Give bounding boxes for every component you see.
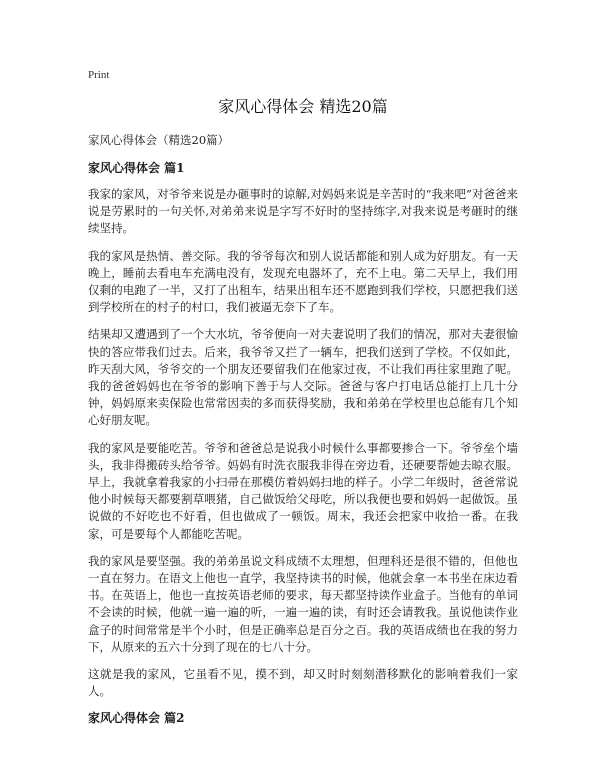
print-label: Print <box>88 69 110 81</box>
paragraph: 这就是我的家风，它虽看不见，摸不到，却又时时刻刻潜移默化的影响着我们一家人。 <box>88 667 518 699</box>
paragraph: 我家的家风，对爷爷来说是办砸事时的谅解,对妈妈来说是辛苦时的“我来吧”对爸爸来说是劳累时的一句关怀,对弟弟来说是字写不好时的坚持练字,对我来说是考砸时的继续坚持。 <box>88 187 518 236</box>
page-title: 家风心得体会 精选20篇 <box>218 97 388 116</box>
section-heading-2: 家风心得体会 篇2 <box>88 711 185 726</box>
paragraph: 结果却又遭遇到了一个大水坑，爷爷便向一对夫妻说明了我们的情况，那对夫妻很愉快的答应带我们过去。后来，我爷爷又拦了一辆车，把我们送到了学校。不仅如此，昨天刮大风，爷爷交的一个朋友还要留我们在他家过夜，不让我们再往家里跑了呢。我的爸爸妈妈也在爷爷的影响下善于与人交际。爸爸与客户打电话总能打上几十分钟，妈妈原来卖保险也常常因卖的多而获得奖励，我和弟弟在学校里也总能有几个知心好朋友呢。 <box>88 327 518 428</box>
paragraph: 我的家风是要能吃苦。爷爷和爸爸总是说我小时候什么事都要掺合一下。爷爷垒个墙头，我非得搬砖头给爷爷。妈妈有时洗衣服我非得在旁边看，还硬要帮她去晾衣服。早上，我就拿着我家的小扫帚在那模仿着妈妈扫地的样子。小学二年级时，爸爸常说他小时候每天都要割草喂猪，自己做饭给父母吃，所以我便也要和妈妈一起做饭。虽说做的不好吃也不好看，但也做成了一顿饭。周末，我还会把家中收拾一番。在我家，可是要每个人都能吃苦呢。 <box>88 440 518 541</box>
paragraph: 我的家风是热情、善交际。我的爷爷每次和别人说话都能和别人成为好朋友。有一天晚上，睡前去看电车充满电没有，发现充电器坏了，充不上电。第二天早上，我们用仅剩的电跑了一半，又打了出租车，结果出租车还不愿跑到我们学校，只愿把我们送到学校所在的村子的村口，我们被逼无奈下了车。 <box>88 248 518 315</box>
document-page <box>88 68 518 736</box>
document-subtitle: 家风心得体会（精选20篇） <box>88 133 230 147</box>
section-heading-1: 家风心得体会 篇1 <box>88 161 185 175</box>
paragraph: 我的家风是要坚强。我的弟弟虽说文科成绩不太理想，但理科还是很不错的，但他也一直在努力。在语文上他也一直学，我坚持读书的时候，他就会拿一本书坐在床边看书。在英语上，他也一直按英语老师的要求，每天都坚持读作业盒子。当他有的单词不会读的时候，他就一遍一遍的听，一遍一遍的读，有时还会请教我。虽说他读作业盒子的时间常常是半个小时，但是正确率总是百分之百。我的英语成绩也在我的努力下，从原来的五六十分到了现在的七八十分。 <box>88 553 518 654</box>
